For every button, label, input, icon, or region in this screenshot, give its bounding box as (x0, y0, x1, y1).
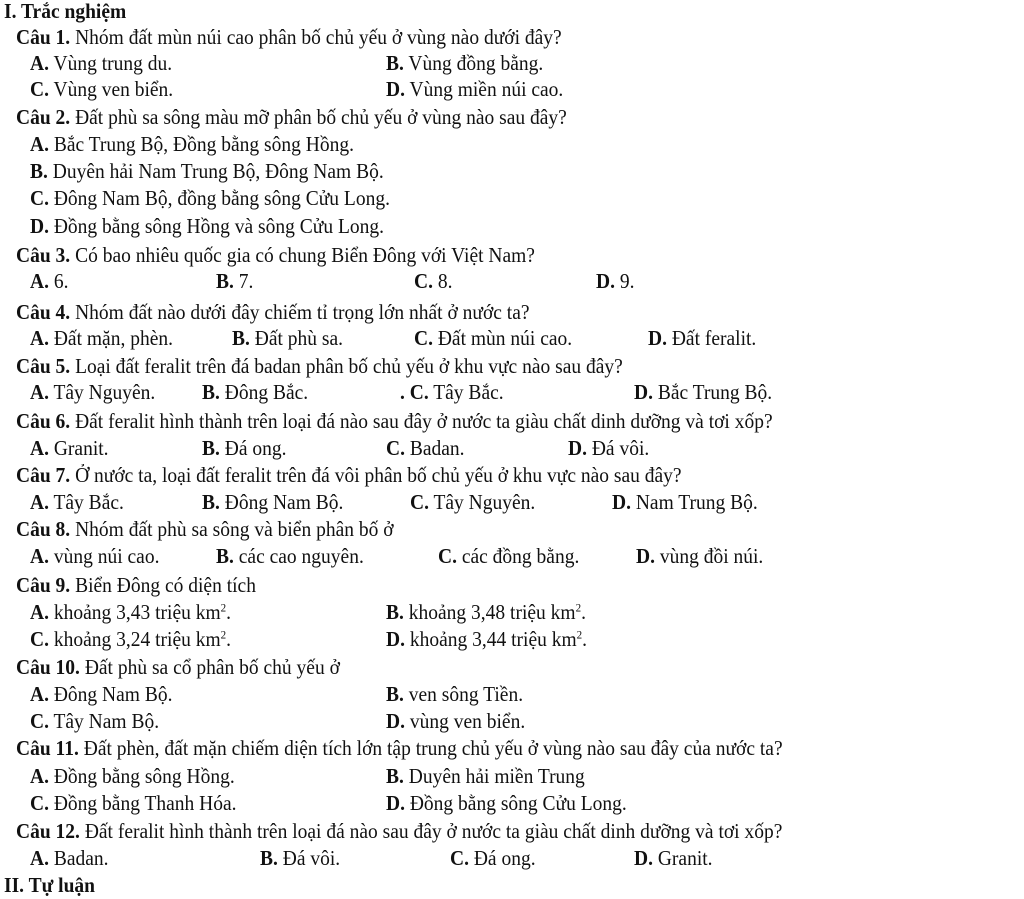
option-text: Duyên hải miền Trung (403, 766, 585, 789)
option-text: Vùng đồng bằng. (403, 53, 544, 76)
option-c (30, 628, 231, 653)
option-text: Đá ong. (468, 848, 536, 871)
question-5 (16, 355, 623, 380)
option-d (386, 628, 587, 653)
superscript: 2 (220, 602, 227, 615)
option-letter: D. (386, 79, 405, 102)
option-letter: C. (30, 188, 49, 211)
option-text: khoảng 3,24 triệu km (48, 629, 221, 652)
question-4 (16, 301, 530, 326)
option-text: Badan. (404, 438, 465, 461)
option-text: Đông Nam Bộ. (48, 684, 173, 707)
option-text: Granit. (48, 438, 109, 461)
question-label: Câu 9. (16, 575, 71, 598)
option-b (216, 270, 253, 295)
option-letter: B. (260, 848, 278, 871)
option-text: Đá vôi. (586, 438, 650, 461)
option-a (30, 601, 231, 626)
option-d (386, 78, 563, 103)
option-letter: B. (386, 684, 404, 707)
question-label: Câu 1. (16, 27, 71, 50)
option-text: Tây Nguyên. (428, 492, 536, 515)
option-letter: D. (386, 629, 405, 652)
option-text: khoảng 3,44 triệu km (404, 629, 577, 652)
option-text: Đất feralit. (666, 328, 757, 351)
question-8 (16, 518, 394, 543)
option-a (30, 327, 173, 352)
option-c (30, 792, 237, 817)
option-a (30, 133, 354, 158)
question-label: Câu 10. (16, 657, 80, 680)
option-text: Đông Nam Bộ, đồng bằng sông Cửu Long. (48, 188, 390, 211)
option-text: ven sông Tiền. (403, 684, 524, 707)
option-letter: C. (386, 438, 405, 461)
superscript: 2 (220, 629, 227, 642)
option-letter: B. (202, 438, 220, 461)
option-d (386, 792, 627, 817)
option-letter: A. (30, 438, 49, 461)
option-a (30, 545, 159, 570)
option-a (30, 270, 68, 295)
option-c (414, 327, 572, 352)
question-text: Đất feralit hình thành trên loại đá nào sau đây ở nước ta giàu chất dinh dưỡng và tơi xốp? (79, 821, 783, 844)
option-text: Vùng miền núi cao. (404, 79, 564, 102)
question-label: Câu 7. (16, 465, 71, 488)
option-letter: C. (414, 271, 433, 294)
superscript: 2 (576, 629, 583, 642)
option-text: Vùng trung du. (48, 53, 173, 76)
option-letter: A. (30, 546, 49, 569)
option-b (202, 381, 308, 406)
option-tail: . (582, 629, 588, 652)
question-9 (16, 574, 256, 599)
option-text: 8. (432, 271, 453, 294)
section-title-trac-nghiem: I. Trắc nghiệm (4, 1, 127, 24)
option-b (232, 327, 343, 352)
section-title-tu-luan: II. Tự luận (4, 875, 96, 898)
question-12 (16, 820, 782, 845)
option-letter: C. (438, 546, 457, 569)
option-c (450, 847, 536, 872)
option-b (386, 52, 543, 77)
option-c (410, 491, 535, 516)
option-letter: B. (202, 382, 220, 405)
option-d (30, 215, 384, 240)
option-b (202, 437, 287, 462)
option-letter: B. (202, 492, 220, 515)
option-letter: A. (30, 328, 49, 351)
option-letter: D. (596, 271, 615, 294)
option-text: các đồng bằng. (456, 546, 580, 569)
option-letter: D. (612, 492, 631, 515)
question-text: Đất feralit hình thành trên loại đá nào sau đây ở nước ta giàu chất dinh dưỡng và tơi xốp? (70, 411, 773, 434)
option-text: Tây Bắc. (428, 382, 504, 405)
option-b (202, 491, 343, 516)
option-letter: A. (30, 848, 49, 871)
option-c (30, 710, 159, 735)
option-letter: A. (30, 492, 49, 515)
option-letter: D. (634, 382, 653, 405)
option-text: Tây Nguyên. (48, 382, 156, 405)
option-c (438, 545, 579, 570)
option-tail: . (226, 602, 232, 625)
option-text: Đồng bằng Thanh Hóa. (48, 793, 237, 816)
option-c (30, 78, 173, 103)
question-label: Câu 5. (16, 356, 71, 379)
option-b (216, 545, 364, 570)
option-text: Nam Trung Bộ. (630, 492, 758, 515)
option-text: Bắc Trung Bộ. (652, 382, 773, 405)
option-tail: . (581, 602, 586, 625)
option-b (386, 683, 523, 708)
question-text: Loại đất feralit trên đá badan phân bố chủ yếu ở khu vực nào sau đây? (70, 356, 623, 379)
option-text: Đất mặn, phèn. (48, 328, 173, 351)
option-letter: C. (30, 793, 49, 816)
option-letter: C. (414, 328, 433, 351)
option-letter: A. (30, 53, 49, 76)
option-a (30, 847, 109, 872)
option-text: Đất phù sa. (249, 328, 344, 351)
option-text: vùng núi cao. (48, 546, 160, 569)
option-a (30, 491, 124, 516)
option-text: Đông Bắc. (219, 382, 309, 405)
option-letter: C. (30, 629, 49, 652)
option-b (260, 847, 340, 872)
option-a (30, 683, 172, 708)
option-letter: D. (386, 711, 405, 734)
option-text: 9. (614, 271, 635, 294)
option-text: Tây Nam Bộ. (48, 711, 160, 734)
option-d (634, 381, 772, 406)
option-text: Badan. (48, 848, 109, 871)
option-a (30, 765, 235, 790)
option-d (386, 710, 525, 735)
option-letter: C. (410, 492, 429, 515)
option-text: Bắc Trung Bộ, Đồng bằng sông Hồng. (48, 134, 354, 157)
option-text: khoảng 3,48 triệu km (403, 602, 576, 625)
option-text: Đồng bằng sông Hồng và sông Cửu Long. (48, 216, 384, 239)
option-c (30, 187, 390, 212)
question-2 (16, 106, 567, 131)
question-text: Nhóm đất phù sa sông và biển phân bố ở (70, 519, 394, 542)
option-letter: A. (30, 382, 49, 405)
question-label: Câu 12. (16, 821, 80, 844)
superscript: 2 (575, 602, 582, 615)
option-letter: C. (450, 848, 469, 871)
option-c (414, 270, 452, 295)
option-b (30, 160, 384, 185)
question-label: Câu 3. (16, 245, 71, 268)
option-d (596, 270, 634, 295)
option-letter: A. (30, 271, 49, 294)
option-letter: B. (386, 53, 404, 76)
option-text: Duyên hải Nam Trung Bộ, Đông Nam Bộ. (47, 161, 384, 184)
question-text: Nhóm đất nào dưới đây chiếm tỉ trọng lớn nhất ở nước ta? (70, 302, 530, 325)
question-6 (16, 410, 773, 435)
option-letter: A. (30, 684, 49, 707)
option-letter: D. (634, 848, 653, 871)
option-c (386, 437, 465, 462)
option-letter: B. (30, 161, 48, 184)
option-text: vùng đồi núi. (654, 546, 764, 569)
option-letter: A. (30, 134, 49, 157)
option-letter: B. (232, 328, 250, 351)
option-text: Tây Bắc. (48, 492, 124, 515)
option-b (386, 601, 586, 626)
option-text: Granit. (652, 848, 713, 871)
question-7 (16, 464, 682, 489)
option-d (612, 491, 758, 516)
option-d (634, 847, 713, 872)
option-text: 7. (233, 271, 254, 294)
option-letter: B. (386, 602, 404, 625)
question-text: Đất phù sa sông màu mỡ phân bố chủ yếu ở vùng nào sau đây? (70, 107, 567, 130)
question-text: Nhóm đất mùn núi cao phân bố chủ yếu ở vùng nào dưới đây? (70, 27, 562, 50)
question-text: Có bao nhiêu quốc gia có chung Biển Đông với Việt Nam? (70, 245, 535, 268)
option-text: Đồng bằng sông Cửu Long. (404, 793, 627, 816)
option-a (30, 52, 172, 77)
option-letter: D. (648, 328, 667, 351)
option-letter: D. (386, 793, 405, 816)
option-letter: D. (30, 216, 49, 239)
question-3 (16, 244, 535, 269)
option-a (30, 437, 109, 462)
question-text: Đất phèn, đất mặn chiếm diện tích lớn tập trung chủ yếu ở vùng nào sau đây của nước ta? (78, 738, 783, 761)
option-letter: A. (30, 766, 49, 789)
option-text: Đất mùn núi cao. (432, 328, 573, 351)
option-letter: A. (30, 602, 49, 625)
question-11 (16, 737, 783, 762)
option-text: Đá ong. (219, 438, 287, 461)
option-letter: D. (568, 438, 587, 461)
question-label: Câu 8. (16, 519, 71, 542)
option-letter: B. (216, 271, 234, 294)
option-text: 6. (48, 271, 69, 294)
option-letter: B. (216, 546, 234, 569)
option-text: khoảng 3,43 triệu km (48, 602, 221, 625)
question-label: Câu 11. (16, 738, 79, 761)
option-letter: C. (30, 79, 49, 102)
question-label: Câu 2. (16, 107, 71, 130)
option-text: vùng ven biển. (404, 711, 526, 734)
question-label: Câu 4. (16, 302, 71, 325)
question-label: Câu 6. (16, 411, 71, 434)
option-letter: B. (386, 766, 404, 789)
option-d (648, 327, 756, 352)
option-text: Đồng bằng sông Hồng. (48, 766, 235, 789)
option-a (30, 381, 155, 406)
option-tail: . (226, 629, 232, 652)
option-text: Đá vôi. (277, 848, 341, 871)
option-letter: D. (636, 546, 655, 569)
question-text: Đất phù sa cổ phân bố chủ yếu ở (79, 657, 340, 680)
option-d (568, 437, 649, 462)
option-text: các cao nguyên. (233, 546, 364, 569)
option-b (386, 765, 585, 790)
question-text: Ở nước ta, loại đất feralit trên đá vôi phân bố chủ yếu ở khu vực nào sau đây? (70, 465, 682, 488)
option-text: Đông Nam Bộ. (219, 492, 344, 515)
option-text: Vùng ven biển. (48, 79, 174, 102)
option-letter: . C. (400, 382, 429, 405)
option-c (400, 381, 504, 406)
question-text: Biển Đông có diện tích (70, 575, 256, 598)
question-10 (16, 656, 340, 681)
option-letter: C. (30, 711, 49, 734)
option-d (636, 545, 763, 570)
question-1 (16, 26, 562, 51)
